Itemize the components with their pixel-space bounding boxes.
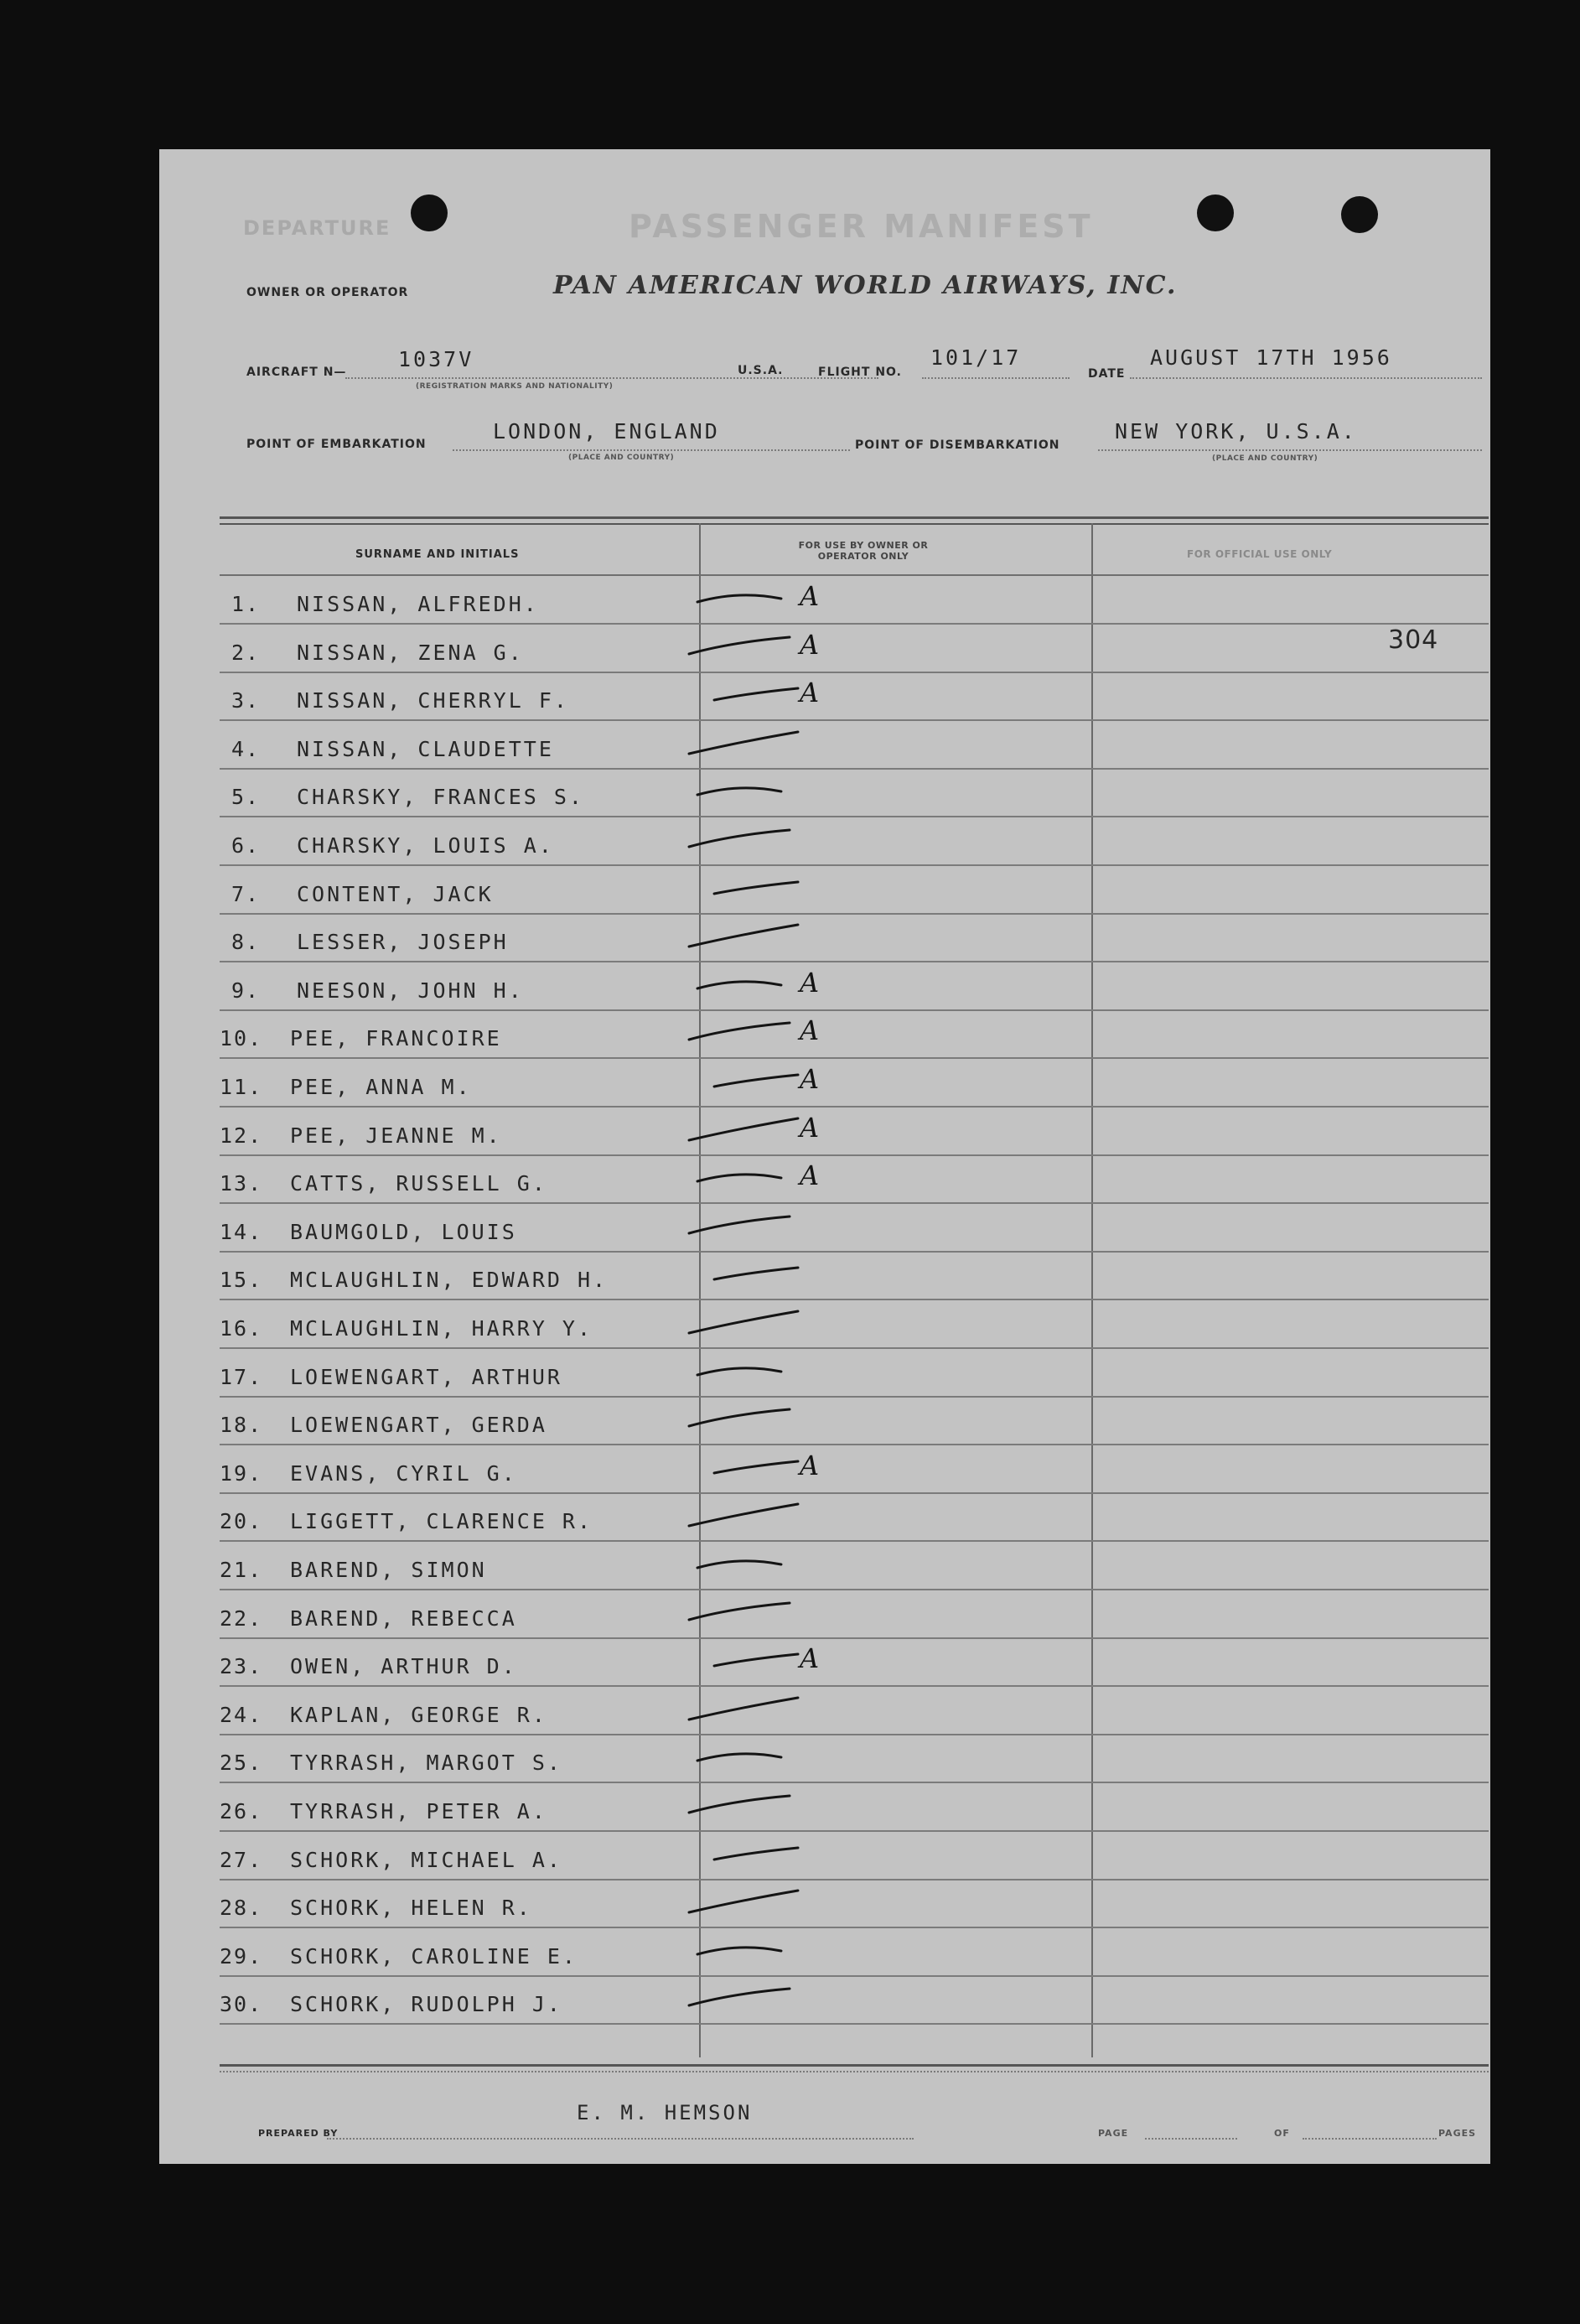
passenger-name: CATTS, RUSSELL G. xyxy=(290,1171,547,1196)
flight-value: 101/17 xyxy=(930,345,1022,370)
annotation-mark: A xyxy=(800,1063,820,1095)
passenger-row xyxy=(220,1011,1489,1059)
aircraft-value: 1037V xyxy=(398,347,474,371)
annotation-mark: A xyxy=(800,1642,820,1675)
passenger-name: MCLAUGHLIN, HARRY Y. xyxy=(290,1316,593,1341)
passenger-name: KAPLAN, GEORGE R. xyxy=(290,1702,547,1727)
passenger-number: 4. xyxy=(231,736,261,761)
embarkation-sublabel: (PLACE AND COUNTRY) xyxy=(568,454,675,462)
passenger-number: 23. xyxy=(220,1654,263,1679)
passenger-name: CHARSKY, FRANCES S. xyxy=(297,785,584,810)
passenger-number: 9. xyxy=(231,978,261,1003)
passenger-number: 26. xyxy=(220,1799,263,1823)
passenger-name: PEE, FRANCOIRE xyxy=(290,1026,502,1051)
passenger-row xyxy=(220,577,1489,625)
passenger-name: PEE, ANNA M. xyxy=(290,1075,472,1099)
check-mark-icon xyxy=(723,1932,890,1974)
passenger-name: PEE, JEANNE M. xyxy=(290,1123,502,1148)
check-mark-icon xyxy=(723,725,890,767)
passenger-name: BAREND, SIMON xyxy=(290,1558,487,1582)
passenger-name: BAUMGOLD, LOUIS xyxy=(290,1219,517,1244)
passenger-row xyxy=(220,770,1489,817)
check-mark-icon xyxy=(723,1739,890,1781)
check-mark-icon xyxy=(723,1401,890,1443)
passenger-number: 24. xyxy=(220,1702,263,1727)
aircraft-label: AIRCRAFT N— xyxy=(246,366,347,379)
check-mark-icon xyxy=(723,1884,890,1926)
passenger-row xyxy=(220,1398,1489,1445)
check-mark-icon xyxy=(723,822,890,864)
passenger-row xyxy=(220,1156,1489,1204)
official-note: 304 xyxy=(1388,625,1439,655)
manifest-sheet xyxy=(159,149,1490,2164)
page-title: PASSENGER MANIFEST xyxy=(629,208,1094,245)
passenger-number: 29. xyxy=(220,1943,263,1969)
disembarkation-label: POINT OF DISEMBARKATION xyxy=(855,438,1060,452)
faded-stamp: DEPARTURE xyxy=(243,216,391,240)
passenger-row xyxy=(220,1639,1489,1687)
annotation-mark: A xyxy=(800,1014,820,1047)
passenger-row xyxy=(220,1060,1489,1108)
passenger-number: 10. xyxy=(220,1026,263,1051)
aircraft-sublabel: (REGISTRATION MARKS AND NATIONALITY) xyxy=(416,382,614,391)
embarkation-value: LONDON, ENGLAND xyxy=(493,419,720,444)
passenger-name: SCHORK, MICHAEL A. xyxy=(290,1847,562,1872)
passenger-row xyxy=(220,1833,1489,1880)
passenger-number: 2. xyxy=(231,640,261,665)
check-mark-icon xyxy=(723,1595,890,1637)
date-value: AUGUST 17TH 1956 xyxy=(1150,345,1392,370)
pages-label: PAGES xyxy=(1438,2128,1477,2139)
passenger-row xyxy=(220,1688,1489,1735)
passenger-row xyxy=(220,963,1489,1011)
passenger-row xyxy=(220,1929,1489,1977)
annotation-mark: A xyxy=(800,677,820,709)
passenger-number: 30. xyxy=(220,1992,263,2017)
annotation-mark: A xyxy=(800,1111,820,1144)
passenger-name: CONTENT, JACK xyxy=(297,881,494,906)
passenger-name: NISSAN, CHERRYL F. xyxy=(297,688,569,713)
annotation-mark: A xyxy=(800,1159,820,1192)
passenger-name: OWEN, ARTHUR D. xyxy=(290,1654,517,1679)
passenger-name: NISSAN, ALFREDH. xyxy=(297,592,539,616)
passenger-name: LESSER, JOSEPH xyxy=(297,930,509,955)
passenger-row xyxy=(220,915,1489,962)
passenger-row xyxy=(220,1543,1489,1590)
passenger-row xyxy=(220,1494,1489,1542)
passenger-name: LIGGETT, CLARENCE R. xyxy=(290,1509,593,1534)
passenger-number: 16. xyxy=(220,1316,263,1341)
passenger-row xyxy=(220,1108,1489,1156)
passenger-name: NEESON, JOHN H. xyxy=(297,978,524,1003)
passenger-number: 1. xyxy=(231,592,261,616)
punch-hole xyxy=(1341,196,1378,233)
check-mark-icon xyxy=(723,1497,890,1539)
check-mark-icon xyxy=(723,629,890,671)
passenger-row xyxy=(220,673,1489,721)
passenger-number: 19. xyxy=(220,1460,263,1486)
passenger-row xyxy=(220,818,1489,866)
passenger-row xyxy=(220,1205,1489,1253)
annotation-mark: A xyxy=(800,1449,820,1481)
passenger-row xyxy=(220,1350,1489,1398)
prepared-by-label: PREPARED BY xyxy=(258,2128,339,2139)
passenger-row xyxy=(220,625,1489,673)
check-mark-icon xyxy=(723,1980,890,2022)
passenger-name: SCHORK, CAROLINE E. xyxy=(290,1943,578,1969)
passenger-number: 22. xyxy=(220,1606,263,1631)
check-mark-icon xyxy=(723,1305,890,1346)
column-header-owner-use: FOR USE BY OWNER OR OPERATOR ONLY xyxy=(798,540,929,562)
check-mark-icon xyxy=(723,967,890,1009)
check-mark-icon xyxy=(723,1014,890,1056)
passenger-name: LOEWENGART, GERDA xyxy=(290,1413,547,1438)
page-label: PAGE xyxy=(1098,2128,1129,2139)
passenger-name: TYRRASH, PETER A. xyxy=(290,1799,547,1823)
check-mark-icon xyxy=(723,870,890,912)
passenger-number: 17. xyxy=(220,1364,263,1389)
owner-name: PAN AMERICAN WORLD AIRWAYS, INC. xyxy=(553,271,1178,300)
check-mark-icon xyxy=(723,1787,890,1829)
passenger-number: 28. xyxy=(220,1896,263,1921)
passenger-name: SCHORK, HELEN R. xyxy=(290,1896,532,1921)
check-mark-icon xyxy=(723,1353,890,1395)
date-label: DATE xyxy=(1088,367,1126,381)
check-mark-icon xyxy=(723,677,890,718)
passenger-row xyxy=(220,1253,1489,1300)
passenger-number: 18. xyxy=(220,1413,263,1438)
check-mark-icon xyxy=(723,580,890,622)
check-mark-icon xyxy=(723,1112,890,1154)
check-mark-icon xyxy=(723,1256,890,1298)
passenger-name: NISSAN, CLAUDETTE xyxy=(297,736,554,761)
column-header-surname: SURNAME AND INITIALS xyxy=(355,548,520,561)
annotation-mark: A xyxy=(800,966,820,999)
passenger-name: LOEWENGART, ARTHUR xyxy=(290,1364,562,1389)
passenger-row xyxy=(220,1784,1489,1832)
passenger-number: 11. xyxy=(220,1075,263,1099)
annotation-mark: A xyxy=(800,628,820,661)
of-label: OF xyxy=(1274,2128,1290,2139)
passenger-number: 14. xyxy=(220,1219,263,1244)
passenger-row xyxy=(220,1977,1489,2025)
punch-hole xyxy=(411,195,448,231)
passenger-name: EVANS, CYRIL G. xyxy=(290,1460,517,1486)
passenger-name: CHARSKY, LOUIS A. xyxy=(297,833,554,858)
check-mark-icon xyxy=(723,1691,890,1733)
disembarkation-sublabel: (PLACE AND COUNTRY) xyxy=(1212,454,1318,463)
annotation-mark: A xyxy=(800,580,820,612)
passenger-name: NISSAN, ZENA G. xyxy=(297,640,524,665)
passenger-row xyxy=(220,1446,1489,1494)
passenger-number: 3. xyxy=(231,688,261,713)
passenger-name: MCLAUGHLIN, EDWARD H. xyxy=(290,1268,609,1293)
embarkation-label: POINT OF EMBARKATION xyxy=(246,438,427,451)
passenger-row xyxy=(220,1591,1489,1639)
column-header-official-use: FOR OFFICIAL USE ONLY xyxy=(1187,548,1333,560)
check-mark-icon xyxy=(723,1208,890,1250)
passenger-row xyxy=(220,1880,1489,1928)
check-mark-icon xyxy=(723,1836,890,1878)
passenger-number: 20. xyxy=(220,1509,263,1534)
passenger-number: 7. xyxy=(231,881,261,906)
prepared-by-value: E. M. HEMSON xyxy=(577,2101,753,2124)
passenger-row xyxy=(220,722,1489,770)
passenger-number: 21. xyxy=(220,1558,263,1582)
check-mark-icon xyxy=(723,1063,890,1105)
check-mark-icon xyxy=(723,1159,890,1201)
passenger-number: 8. xyxy=(231,930,261,955)
check-mark-icon xyxy=(723,1546,890,1588)
flight-label: FLIGHT NO. xyxy=(818,366,902,379)
passenger-number: 12. xyxy=(220,1123,263,1148)
check-mark-icon xyxy=(723,773,890,815)
passenger-number: 13. xyxy=(220,1171,263,1196)
passenger-name: TYRRASH, MARGOT S. xyxy=(290,1751,562,1776)
passenger-name: BAREND, REBECCA xyxy=(290,1606,517,1631)
passenger-number: 25. xyxy=(220,1751,263,1776)
nationality: U.S.A. xyxy=(738,364,784,377)
check-mark-icon xyxy=(723,1450,890,1491)
passenger-row xyxy=(220,1301,1489,1349)
passenger-number: 5. xyxy=(231,785,261,810)
check-mark-icon xyxy=(723,1642,890,1684)
passenger-number: 6. xyxy=(231,833,261,858)
passenger-row xyxy=(220,1735,1489,1783)
disembarkation-value: NEW YORK, U.S.A. xyxy=(1115,419,1357,444)
passenger-number: 15. xyxy=(220,1268,263,1293)
punch-hole xyxy=(1197,195,1234,231)
passenger-name: SCHORK, RUDOLPH J. xyxy=(290,1992,562,2017)
passenger-number: 27. xyxy=(220,1847,263,1872)
passenger-row xyxy=(220,867,1489,915)
owner-label: OWNER OR OPERATOR xyxy=(246,286,409,299)
row-rule xyxy=(220,2023,1489,2025)
check-mark-icon xyxy=(723,918,890,960)
